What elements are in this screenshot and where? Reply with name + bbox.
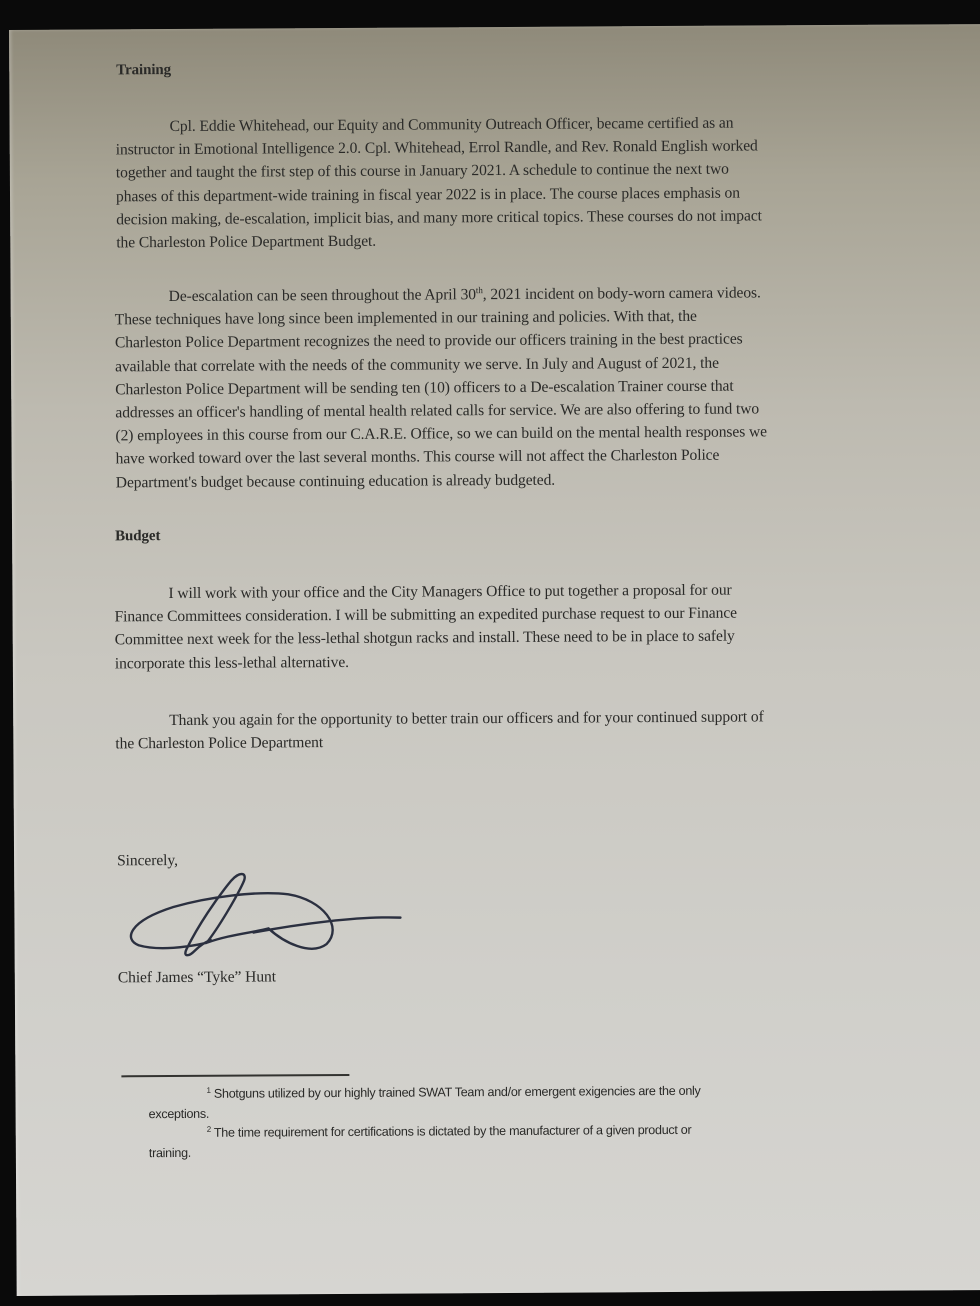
signer-name: Chief James “Tyke” Hunt xyxy=(117,968,276,987)
budget-paragraph-1 xyxy=(114,578,855,675)
handwritten-signature xyxy=(118,872,409,964)
footnote-number: 2 xyxy=(206,1124,211,1134)
footnotes xyxy=(148,1081,828,1163)
text-line: the Charleston Police Department Budget. xyxy=(116,232,377,252)
text-line: Charleston Police Department recognizes the need to provide our officers training in the best practices xyxy=(114,330,743,352)
footnote-number: 1 xyxy=(206,1085,211,1095)
text-line: incorporate this less-lethal alternative. xyxy=(114,653,349,672)
text-line: De-escalation can be seen throughout the April 30th, 2021 incident on body-worn camera videos. xyxy=(168,284,761,306)
footnote-2: $^2$ The time requirement for certifications is dictated by the manufacturer of a given product or training. xyxy=(148,1122,692,1160)
text-line: Charleston Police Department will be sending ten (10) officers to a De-escalation Trainer course that xyxy=(115,377,734,399)
text-line: instructor in Emotional Intelligence 2.0. Cpl. Whitehead, Errol Randle, and Rev. Ronald English worked xyxy=(115,137,758,159)
text-line: phases of this department-wide training in fiscal year 2022 is in place. The course places emphasis on xyxy=(115,184,740,205)
ordinal-superscript: th xyxy=(475,285,483,296)
text-line: Committee next week for the less-lethal shotgun racks and install. These need to be in place to safely xyxy=(114,627,735,649)
text-line: the Charleston Police Department xyxy=(115,734,324,753)
text-line: Thank you again for the opportunity to better train our officers and for your continued support of xyxy=(169,708,764,730)
letter-page xyxy=(9,24,980,1296)
text-line: have worked toward over the last several months. This course will not affect the Charleston Police xyxy=(115,447,720,468)
text-line: Department's budget because continuing education is already budgeted. xyxy=(115,471,556,491)
signature-ink xyxy=(131,873,401,955)
training-paragraph-1 xyxy=(116,111,857,255)
text-line: addresses an officer's handling of mental health related calls for service. We are also offering to fund two xyxy=(115,400,760,422)
training-paragraph-2 xyxy=(115,281,856,494)
footnote-divider xyxy=(121,1074,349,1077)
section-heading-budget: Budget xyxy=(115,528,161,545)
section-heading-training: Training xyxy=(116,62,172,79)
text-line: These techniques have long since been implemented in our training and policies. With that, the xyxy=(114,308,697,329)
footnote-1: $^1$ Shotguns utilized by our highly trained SWAT Team and/or emergent exigencies are the only exceptions. xyxy=(148,1083,701,1121)
text-line: Cpl. Eddie Whitehead, our Equity and Community Outreach Officer, became certified as an xyxy=(169,114,734,136)
text-line: decision making, de-escalation, implicit bias, and many more critical topics. These courses do not impact xyxy=(116,207,762,229)
text-line: I will work with your office and the City Managers Office to put together a proposal for our xyxy=(168,581,732,603)
closing-salutation: Sincerely, xyxy=(117,851,178,870)
text-line: together and taught the first step of this course in January 2021. A schedule to continue the next two xyxy=(115,161,729,182)
text-line: available that correlate with the needs of the community we serve. In July and August of 2021, the xyxy=(115,354,719,375)
text-line: (2) employees in this course from our C.A.R.E. Office, so we can build on the mental health responses we xyxy=(115,423,767,445)
closing-paragraph xyxy=(115,705,855,756)
text-line: Finance Committees consideration. I will be submitting an expedited purchase request to our Finance xyxy=(114,604,737,626)
